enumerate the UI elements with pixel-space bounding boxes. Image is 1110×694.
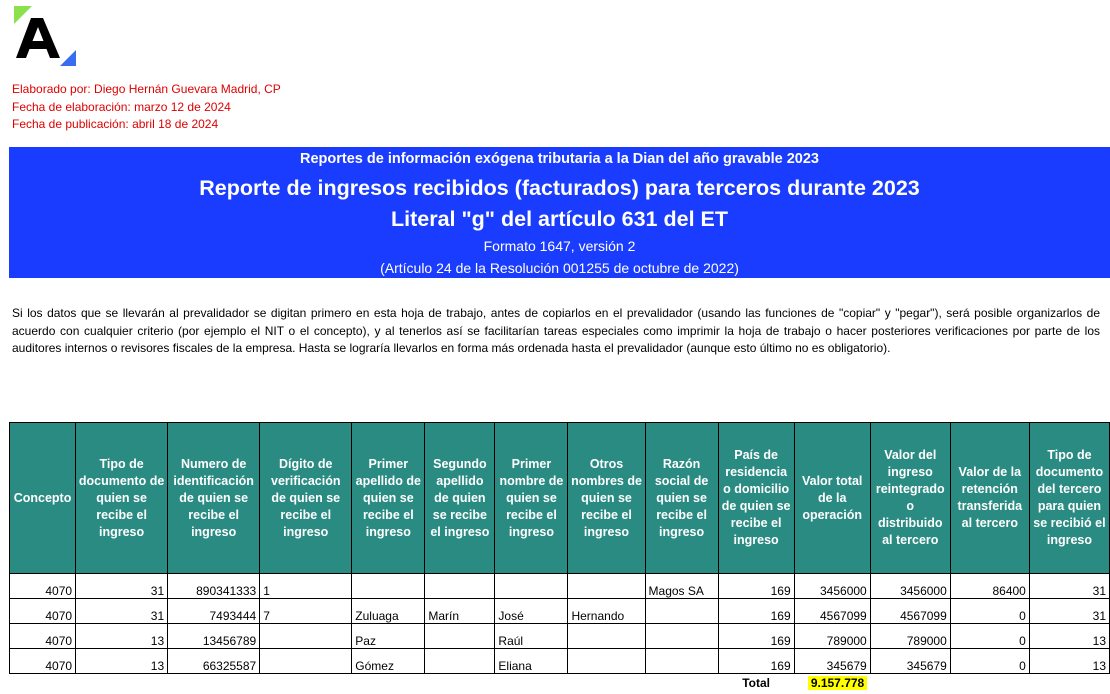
cell-numero-identificacion[interactable]: 13456789 <box>168 624 260 649</box>
cell-valor-retencion[interactable]: 86400 <box>950 574 1029 599</box>
logo-green-corner <box>14 6 32 24</box>
cell-razon-social[interactable] <box>645 624 718 649</box>
cell-tipo-documento[interactable]: 31 <box>76 599 168 624</box>
cell-digito-verificacion[interactable]: 7 <box>260 599 352 624</box>
cell-razon-social[interactable]: Magos SA <box>645 574 718 599</box>
cell-primer-apellido[interactable]: Zuluaga <box>352 599 425 624</box>
header-numero-identificacion: Numero de identificación de quien se recibe el ingreso <box>168 423 260 574</box>
table-row <box>10 624 1110 649</box>
cell-concepto[interactable]: 4070 <box>10 624 76 649</box>
cell-valor-retencion[interactable]: 0 <box>950 599 1029 624</box>
cell-primer-nombre[interactable]: Eliana <box>495 649 568 674</box>
total-value: 9.157.778 <box>808 676 867 690</box>
cell-primer-nombre[interactable]: Raúl <box>495 624 568 649</box>
cell-pais-residencia[interactable]: 169 <box>718 624 794 649</box>
cell-tipo-documento[interactable]: 13 <box>76 649 168 674</box>
banner-subtitle: Reportes de información exógena tributaria a la Dian del año gravable 2023 <box>300 151 819 167</box>
header-primer-apellido: Primer apellido de quien se recibe el ingreso <box>352 423 425 574</box>
cell-primer-apellido[interactable] <box>352 574 425 599</box>
cell-numero-identificacion[interactable]: 66325587 <box>168 649 260 674</box>
total-label: Total <box>742 676 771 690</box>
cell-primer-nombre[interactable]: José <box>495 599 568 624</box>
cell-segundo-apellido[interactable] <box>425 574 495 599</box>
total-row <box>10 674 1110 693</box>
cell-numero-identificacion[interactable]: 890341333 <box>168 574 260 599</box>
cell-valor-total[interactable]: 4567099 <box>794 599 870 624</box>
published-date-line: Fecha de publicación: abril 18 de 2024 <box>12 117 219 131</box>
cell-tipo-documento-tercero[interactable]: 13 <box>1029 624 1109 649</box>
header-valor-reintegrado: Valor del ingreso reintegrado o distribuido al tercero <box>870 423 950 574</box>
cell-concepto[interactable]: 4070 <box>10 599 76 624</box>
cell-otros-nombres[interactable] <box>568 649 645 674</box>
cell-valor-total[interactable]: 789000 <box>794 624 870 649</box>
table-header-row <box>10 423 1110 574</box>
cell-otros-nombres[interactable] <box>568 624 645 649</box>
cell-digito-verificacion[interactable] <box>260 624 352 649</box>
table-row <box>10 574 1110 599</box>
total-value-cell <box>794 674 870 693</box>
banner-title-literal: Literal "g" del artículo 631 del ET <box>390 207 728 231</box>
cell-tipo-documento-tercero[interactable]: 13 <box>1029 649 1109 674</box>
cell-pais-residencia[interactable]: 169 <box>718 599 794 624</box>
cell-concepto[interactable]: 4070 <box>10 649 76 674</box>
cell-tipo-documento[interactable]: 31 <box>76 574 168 599</box>
cell-otros-nombres[interactable]: Hernando <box>568 599 645 624</box>
cell-digito-verificacion[interactable] <box>260 649 352 674</box>
header-tipo-documento-tercero: Tipo de documento del tercero para quien se recibió el ingreso <box>1029 423 1109 574</box>
logo-letter-a <box>16 18 60 58</box>
total-row-spacer <box>10 674 719 693</box>
cell-valor-reintegrado[interactable]: 4567099 <box>870 599 950 624</box>
cell-tipo-documento-tercero[interactable]: 31 <box>1029 574 1109 599</box>
header-concepto: Concepto <box>10 423 76 574</box>
cell-razon-social[interactable] <box>645 649 718 674</box>
cell-primer-apellido[interactable]: Paz <box>352 624 425 649</box>
header-pais-residencia: País de residencia o domicilio de quien se recibe el ingreso <box>718 423 794 574</box>
cell-valor-retencion[interactable]: 0 <box>950 624 1029 649</box>
cell-valor-total[interactable]: 345679 <box>794 649 870 674</box>
header-valor-total: Valor total de la operación <box>794 423 870 574</box>
author-line: Elaborado por: Diego Hernán Guevara Madrid, CP <box>12 82 281 96</box>
cell-primer-nombre[interactable] <box>495 574 568 599</box>
header-otros-nombres: Otros nombres de quien se recibe el ingreso <box>568 423 645 574</box>
header-tipo-documento: Tipo de documento de quien se recibe el ingreso <box>76 423 168 574</box>
logo-blue-corner <box>60 50 76 66</box>
total-row-trailing <box>870 674 1109 693</box>
header-razon-social: Razón social de quien se recibe el ingreso <box>645 423 718 574</box>
cell-tipo-documento[interactable]: 13 <box>76 624 168 649</box>
cell-primer-apellido[interactable]: Gómez <box>352 649 425 674</box>
cell-segundo-apellido[interactable]: Marín <box>425 599 495 624</box>
cell-segundo-apellido[interactable] <box>425 649 495 674</box>
cell-valor-reintegrado[interactable]: 789000 <box>870 624 950 649</box>
banner-title: Reporte de ingresos recibidos (facturados) para terceros durante 2023 <box>199 176 920 200</box>
document-meta <box>12 81 281 134</box>
cell-numero-identificacion[interactable]: 7493444 <box>168 599 260 624</box>
header-digito-verificacion: Dígito de verificación de quien se recibe el ingreso <box>260 423 352 574</box>
banner-resolution: (Artículo 24 de la Resolución 001255 de octubre de 2022) <box>380 260 739 276</box>
cell-pais-residencia[interactable]: 169 <box>718 574 794 599</box>
cell-concepto[interactable]: 4070 <box>10 574 76 599</box>
cell-valor-total[interactable]: 3456000 <box>794 574 870 599</box>
header-primer-nombre: Primer nombre de quien se recibe el ingreso <box>495 423 568 574</box>
logo <box>14 6 76 66</box>
banner-format: Formato 1647, versión 2 <box>483 238 636 254</box>
table-row <box>10 599 1110 624</box>
cell-pais-residencia[interactable]: 169 <box>718 649 794 674</box>
header-segundo-apellido: Segundo apellido de quien se recibe el ingreso <box>425 423 495 574</box>
cell-razon-social[interactable] <box>645 599 718 624</box>
cell-valor-reintegrado[interactable]: 345679 <box>870 649 950 674</box>
cell-digito-verificacion[interactable]: 1 <box>260 574 352 599</box>
table-row <box>10 649 1110 674</box>
instructions-paragraph: Si los datos que se llevarán al prevalidador se digitan primero en esta hoja de trabajo, antes de copiarlos en el prevalidador (usando las funciones de "copiar" y "pegar"), será posible organizarlos de acuerdo con cualquier criterio (por ejemplo el NIT o el concepto), y al tenerlos así se facilitarían tareas especiales como imprimir la hoja de trabajo o hacer posteriores verificaciones por parte de los auditores internos o revisores fiscales de la empresa. Hasta se lograría llevarlos en forma más ordenada hasta el prevalidador (aunque esto último no es obligatorio). <box>12 306 1100 355</box>
header-valor-retencion: Valor de la retención transferida al tercero <box>950 423 1029 574</box>
cell-segundo-apellido[interactable] <box>425 624 495 649</box>
created-date-line: Fecha de elaboración: marzo 12 de 2024 <box>12 99 231 114</box>
income-report-table <box>9 422 1110 692</box>
title-banner <box>9 147 1110 278</box>
cell-otros-nombres[interactable] <box>568 574 645 599</box>
cell-valor-reintegrado[interactable]: 3456000 <box>870 574 950 599</box>
cell-tipo-documento-tercero[interactable]: 31 <box>1029 599 1109 624</box>
cell-valor-retencion[interactable]: 0 <box>950 649 1029 674</box>
